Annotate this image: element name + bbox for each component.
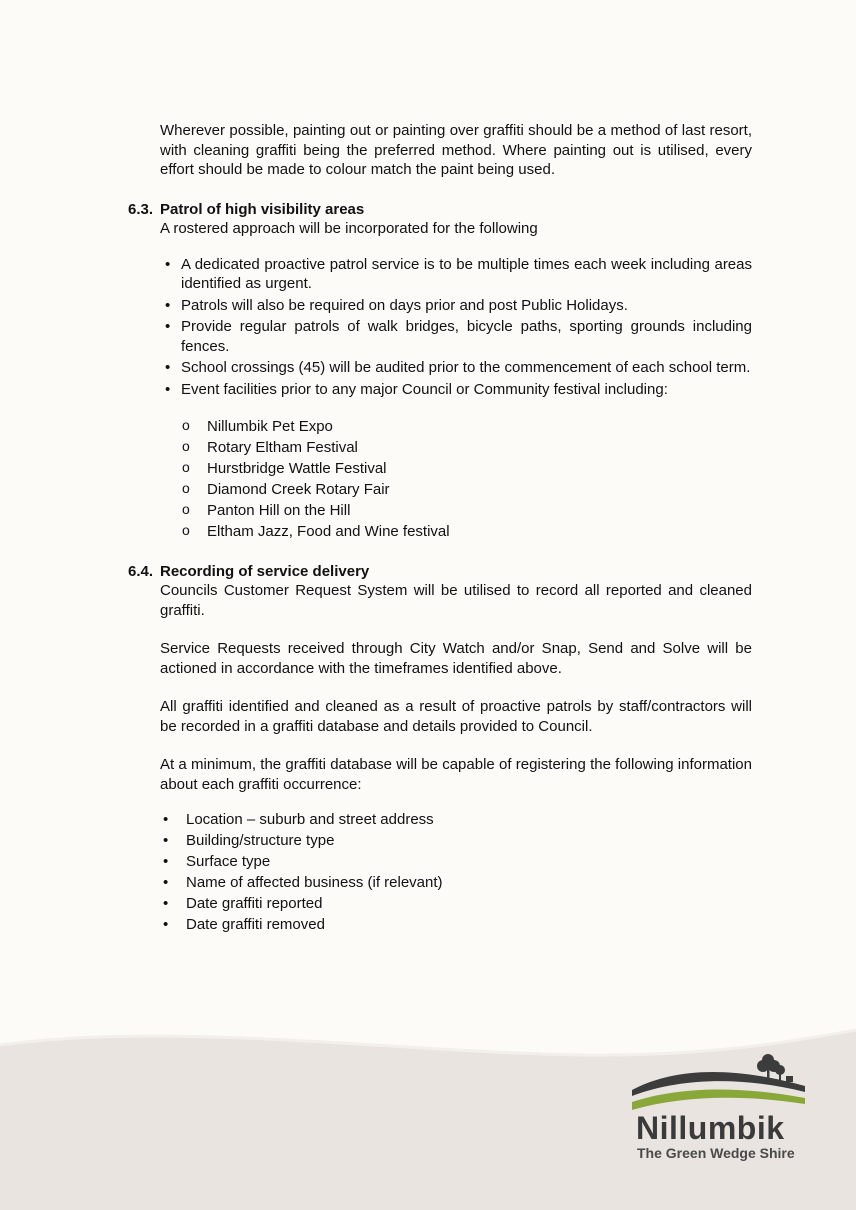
list-item: o Panton Hill on the Hill: [160, 501, 752, 521]
list-item: • Provide regular patrols of walk bridges, bicycle paths, sporting grounds including fences.: [160, 317, 752, 356]
list-item: o Rotary Eltham Festival: [160, 438, 752, 458]
patrol-bullet-list: [160, 255, 752, 400]
paragraph: All graffiti identified and cleaned as a result of proactive patrols by staff/contractors will be recorded in a graffiti database and details provided to Council.: [160, 698, 752, 735]
section-number: 6.3.: [128, 200, 154, 218]
section-title: Patrol of high visibility areas: [160, 200, 365, 218]
section-number: 6.4.: [128, 562, 154, 580]
list-item: • Surface type: [160, 852, 752, 872]
list-item: • Building/structure type: [160, 831, 752, 851]
paragraph: Service Requests received through City Watch and/or Snap, Send and Solve will be actioned in accordance with the timeframes identified above.: [160, 640, 752, 677]
list-item: • Event facilities prior to any major Council or Community festival including:: [160, 380, 752, 400]
section-6-3-heading: [128, 200, 752, 220]
logo-tagline: The Green Wedge Shire: [637, 1145, 795, 1161]
section-6-4: [128, 562, 752, 935]
list-item: o Hurstbridge Wattle Festival: [160, 459, 752, 479]
list-item: • Date graffiti reported: [160, 894, 752, 914]
section-6-4-heading: [128, 562, 752, 582]
section-6-3: [128, 200, 752, 542]
list-item: • Date graffiti removed: [160, 915, 752, 935]
list-item: • Name of affected business (if relevant): [160, 873, 752, 893]
list-item: o Diamond Creek Rotary Fair: [160, 480, 752, 500]
list-item: • School crossings (45) will be audited prior to the commencement of each school term.: [160, 358, 752, 378]
section-title: Recording of service delivery: [160, 562, 370, 580]
list-item: • Location – suburb and street address: [160, 810, 752, 830]
database-fields-list: [160, 810, 752, 935]
list-item: o Eltham Jazz, Food and Wine festival: [160, 522, 752, 542]
logo-wordmark: Nillumbik: [636, 1110, 785, 1146]
section-6-3-intro: A rostered approach will be incorporated for the following: [160, 220, 538, 237]
paragraph: Councils Customer Request System will be utilised to record all reported and cleaned graffiti.: [160, 582, 752, 619]
events-sub-list: [160, 417, 752, 542]
intro-paragraph: Wherever possible, painting out or painting over graffiti should be a method of last resort, with cleaning graffiti being the preferred method. Where painting out is utilised, every effort should be made to colour match the paint being used.: [160, 122, 752, 178]
paragraph: At a minimum, the graffiti database will be capable of registering the following information about each graffiti occurrence:: [160, 756, 752, 793]
list-item: o Nillumbik Pet Expo: [160, 417, 752, 437]
list-item: • A dedicated proactive patrol service is to be multiple times each week including areas identified as urgent.: [160, 255, 752, 294]
document-body: [128, 121, 752, 936]
list-item: • Patrols will also be required on days prior and post Public Holidays.: [160, 296, 752, 316]
